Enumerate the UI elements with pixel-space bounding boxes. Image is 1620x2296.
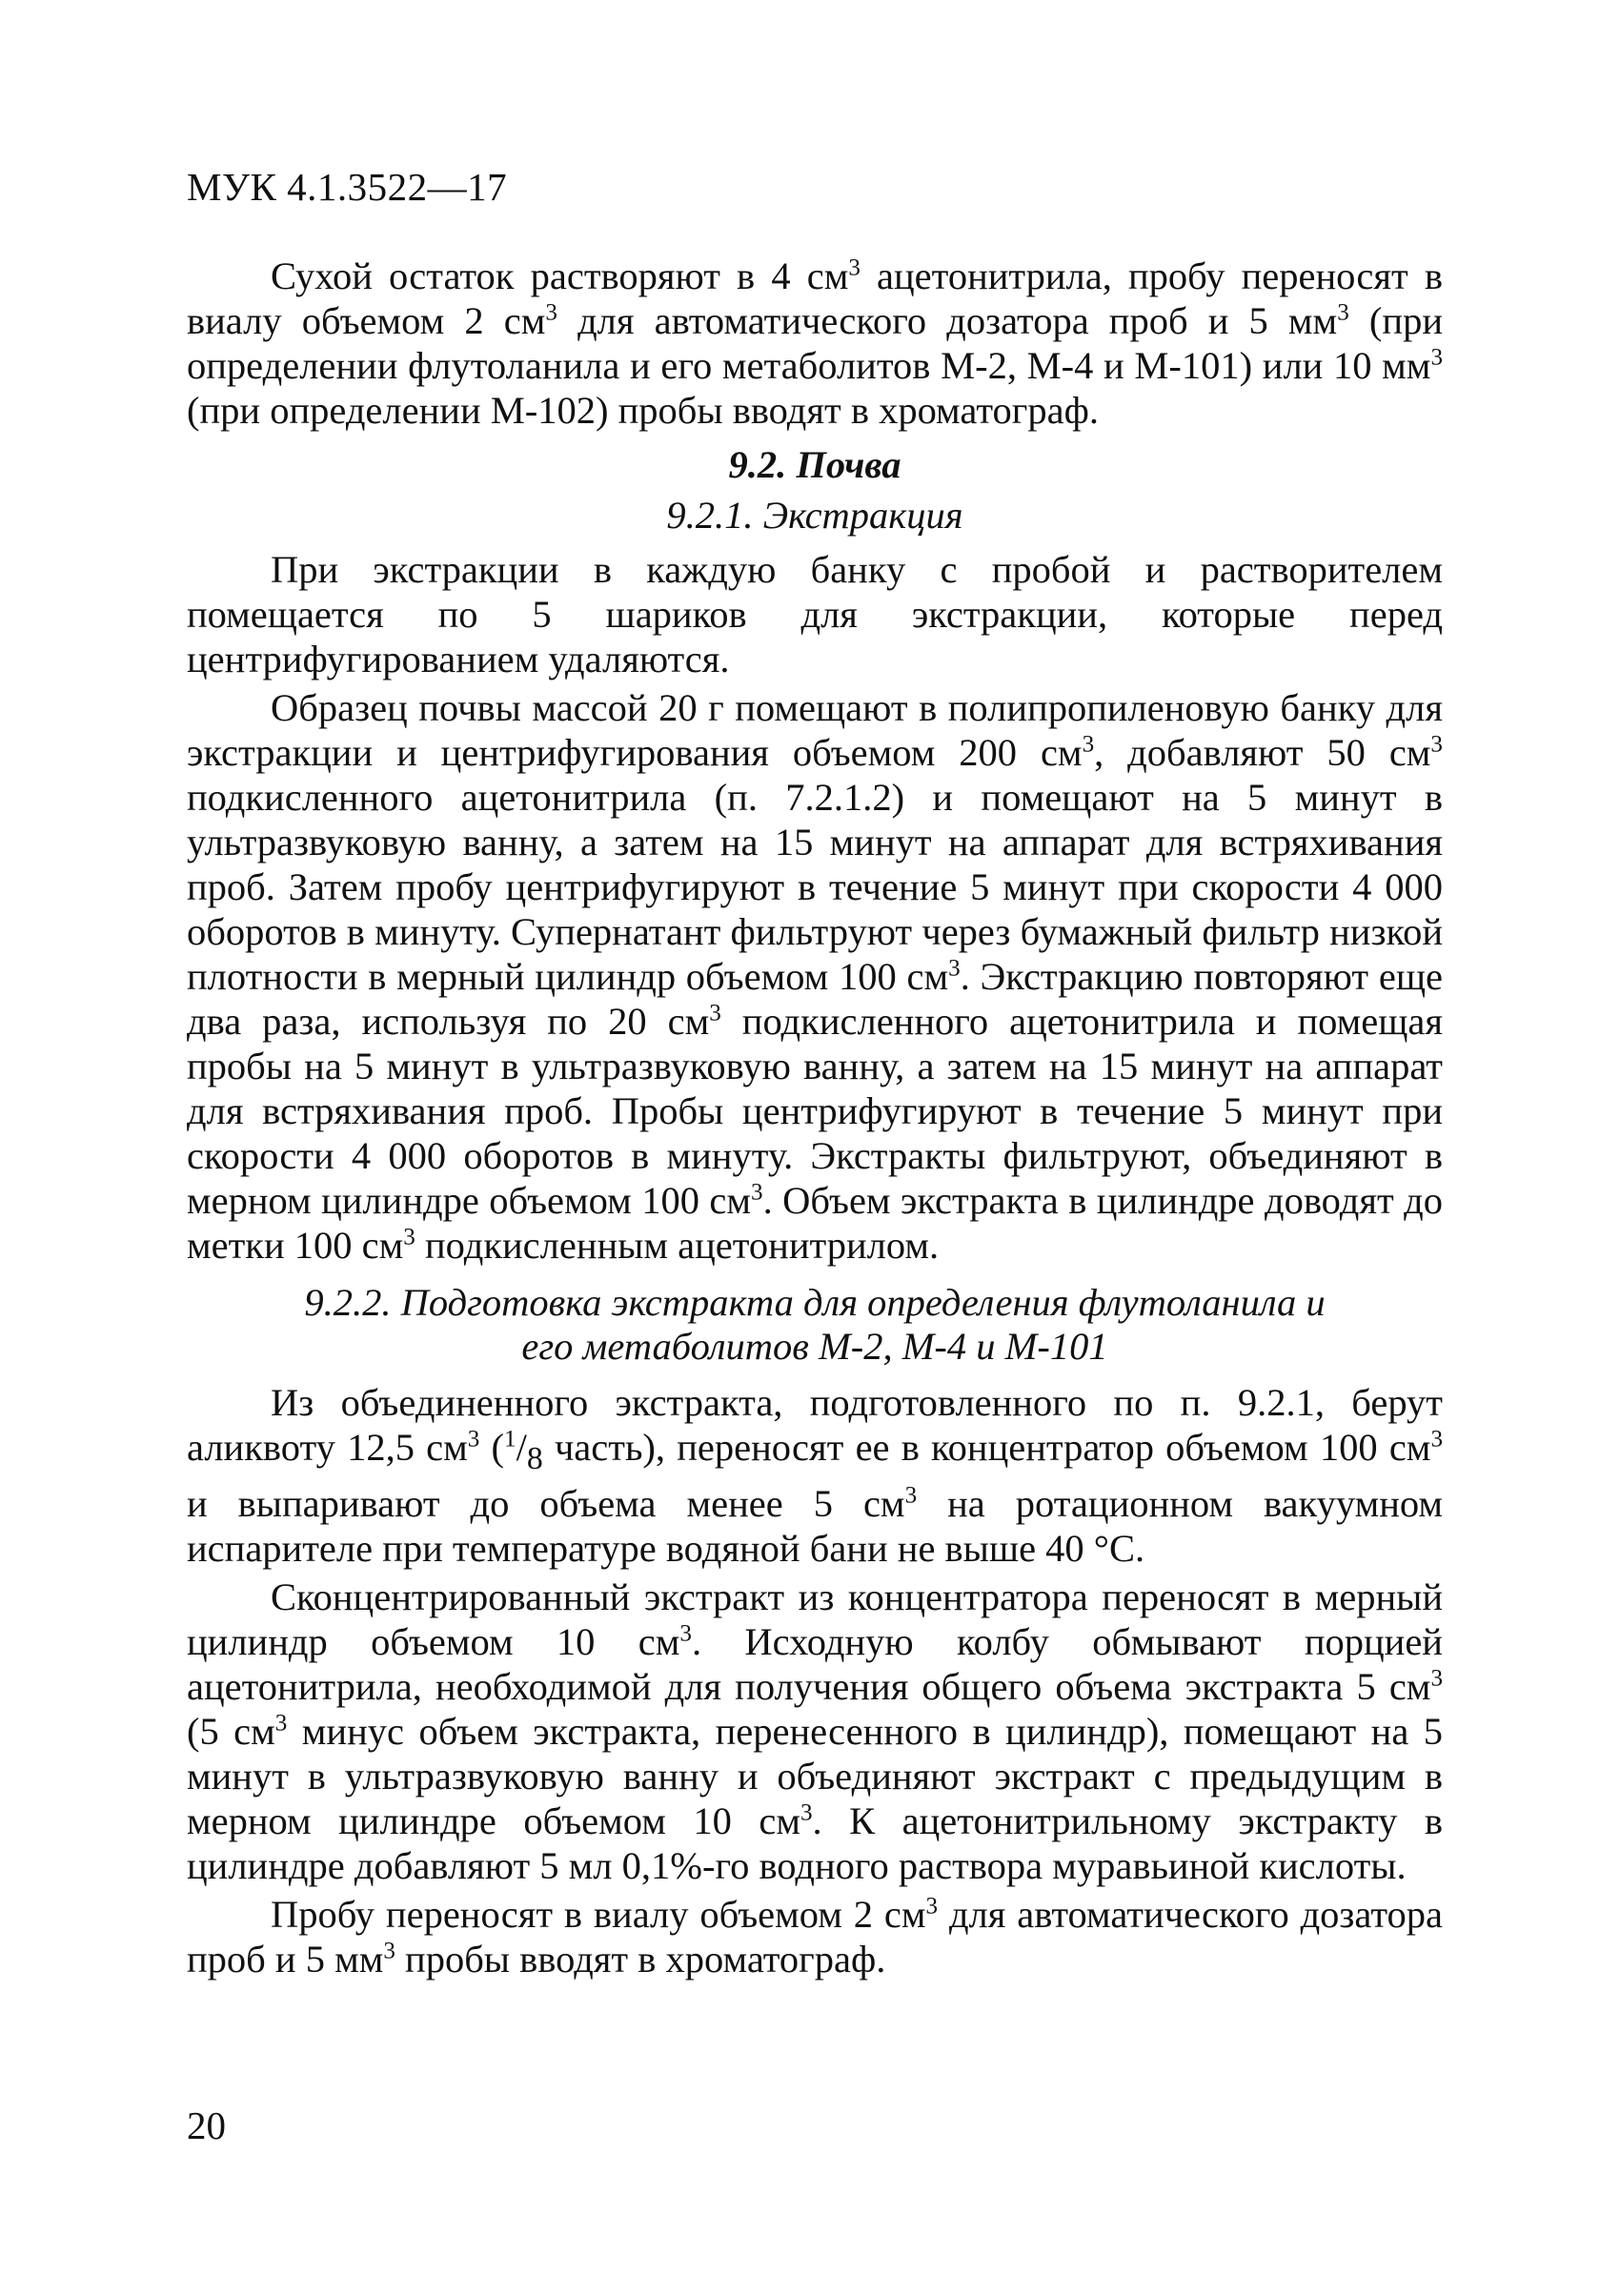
- paragraph-soil-sample: Образец почвы массой 20 г помещают в полипропиленовую банку для экстракции и центрифугирования объемом 200 $см^3$, добавляют 50 $см^3$ подкисленного ацетонитрила (п. 7.2.1.2) и помещают на 5 минут в ультразвуковую ванну, а затем на 15 минут на аппарат для встряхивания проб. Затем пробу центрифугируют в течение 5 минут при скорости 4 000 оборотов в минуту. Супернатант фильтруют через бумажный фильтр низкой плотности в мерный цилиндр объемом 100 $см^3$. Экстракцию повторяют еще два раза, используя по 20 $см^3$ подкисленного ацетонитрила и помещая пробы на 5 минут в ультразвуковую ванну, а затем на 15 минут на аппарат для встряхивания проб. Пробы центрифугируют в течение 5 минут при скорости 4 000 оборотов в минуту. Экстракты фильтруют, объединяют в мерном цилиндре объемом 100 $см^3$. Объем экстракта в цилиндре доводят до метки 100 $см^3$ подкисленным ацетонитрилом.: [187, 686, 1444, 1267]
- paragraph-concentrated-extract: Сконцентрированный экстракт из концентратора переносят в мерный цилиндр объемом 10 $см^3$. Исходную колбу обмывают порцией ацетонитрила, необходимой для получения общего объема экстракта 5 $см^3$ (5 $см^3$ минус объем экстракта, перенесенного в цилиндр), помещают на 5 минут в ультразвуковую ванну и объединяют экстракт с предыдущим в мерном цилиндре объемом 10 $см^3$. К ацетонитрильному экстракту в цилиндре добавляют 5 мл 0,1%-го водного раствора муравьиной кислоты.: [187, 1575, 1443, 1888]
- page-number: 20: [187, 2103, 226, 2147]
- subsection-heading-extraction: 9.2.1. Экстракция: [666, 494, 963, 537]
- paragraph-aliquot: Из объединенного экстракта, подготовленного по п. 9.2.1, берут аликвоту 12,5 $см^3$ ($^1/_8$ часть), переносят ее в концентратор объемом 100 $см^3$ и выпаривают до объема менее 5 $см^3$ на ротационном вакуумном испарителе при температуре водяной бани не выше 40 °С.: [187, 1381, 1443, 1571]
- section-heading-soil: 9.2. Почва: [728, 443, 901, 486]
- subsection-heading-line-2: его метаболитов М-2, М-4 и М-101: [521, 1325, 1108, 1368]
- document-body: [187, 254, 1443, 1981]
- subsection-heading-extract-preparation: [187, 1281, 1443, 1369]
- paragraph-extraction-balls: При экстракции в каждую банку с пробой и растворителем помещается по 5 шариков для экстракции, которые перед центрифугированием удаляются.: [187, 548, 1443, 681]
- paragraph-vial-transfer: Пробу переносят в виалу объемом 2 $см^3$ для автоматического дозатора проб и 5 $мм^3$ пробы вводят в хроматограф.: [187, 1893, 1443, 1981]
- paragraph-dry-residue: Сухой остаток растворяют в 4 $см^3$ ацетонитрила, пробу переносят в виалу объемом 2 $см^3$ для автоматического дозатора проб и 5 $мм^3$ (при определении флутоланила и его метаболитов М-2, М-4 и М-101) или 10 $мм^3$ (при определении М-102) пробы вводят в хроматограф.: [187, 254, 1443, 432]
- document-id-header: МУК 4.1.3522—17: [187, 165, 508, 209]
- subsection-heading-line-1: 9.2.2. Подготовка экстракта для определения флутоланила и: [304, 1281, 1326, 1324]
